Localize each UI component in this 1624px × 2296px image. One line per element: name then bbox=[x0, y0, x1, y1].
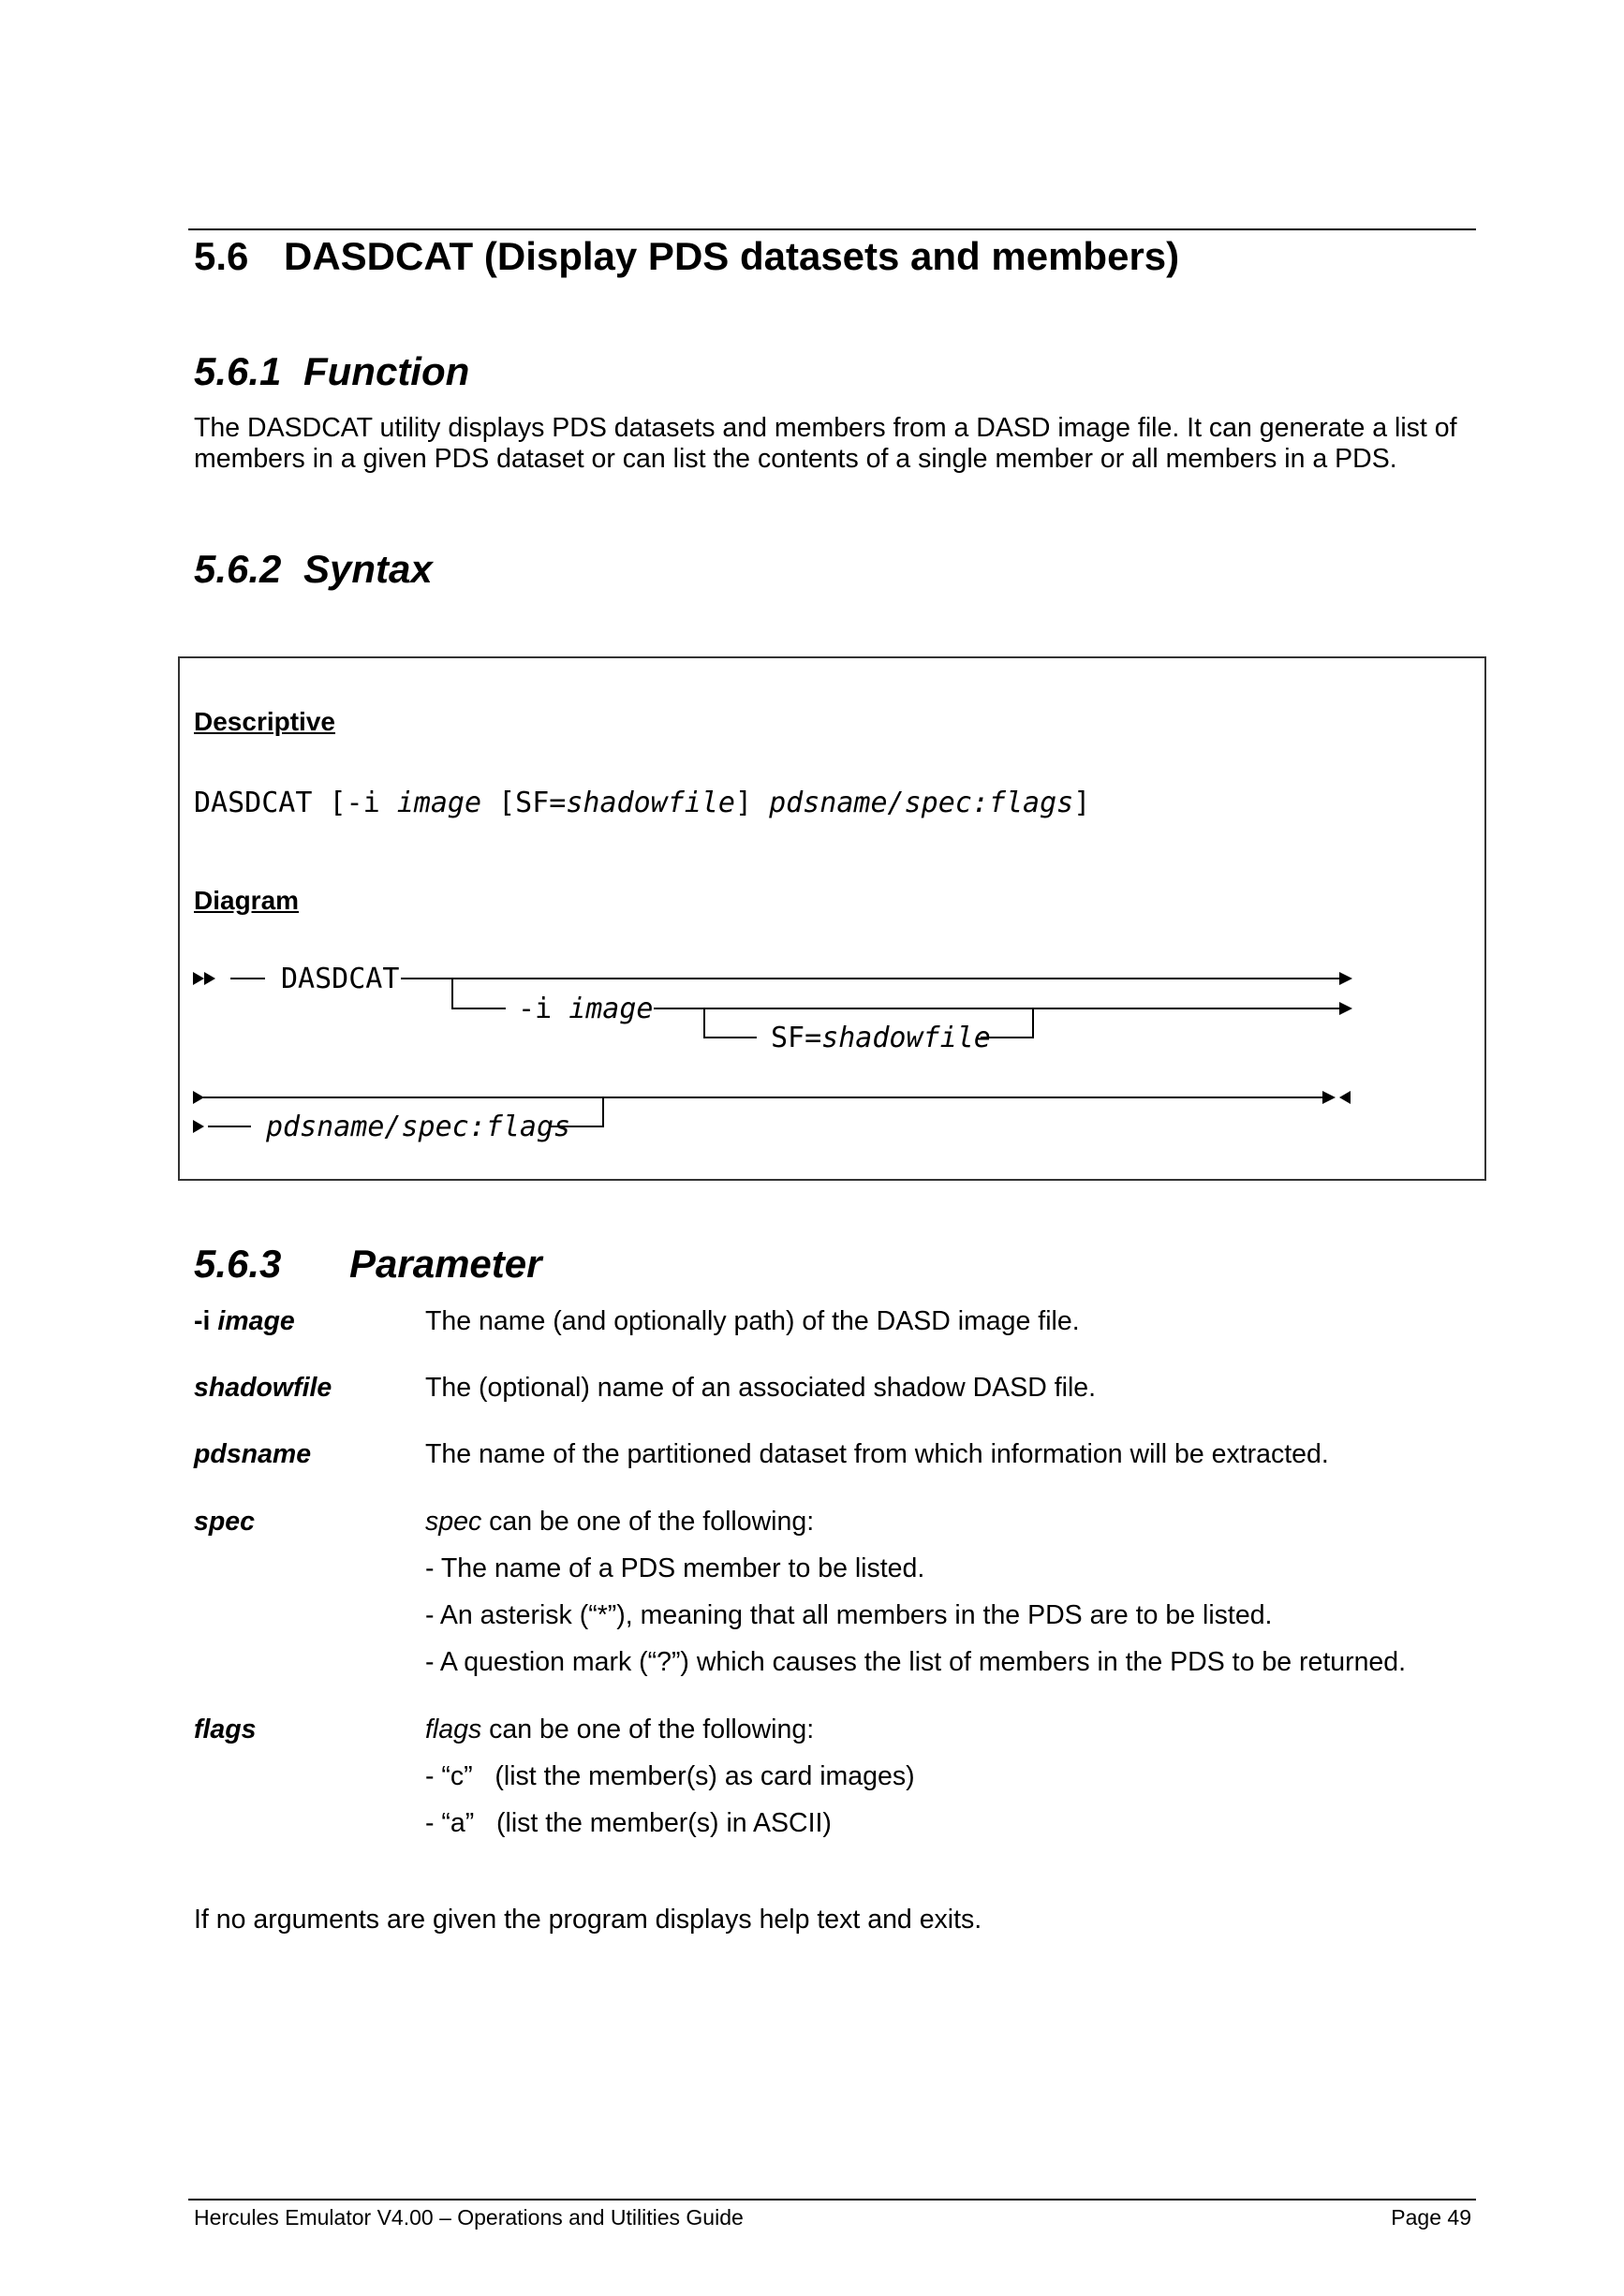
param-spec-lead-term: spec bbox=[425, 1507, 482, 1537]
closing-paragraph: If no arguments are given the program displays help text and exits. bbox=[194, 1905, 982, 1935]
param-term-flags: flags bbox=[194, 1715, 257, 1744]
rr-opt-sf: SF= bbox=[771, 1022, 822, 1054]
rr-cmd: DASDCAT bbox=[281, 963, 400, 995]
param-desc-shadowfile: The (optional) name of an associated shadow DASD file. bbox=[425, 1373, 1097, 1403]
parameter-title: Parameter bbox=[349, 1242, 542, 1286]
rr-opt-shadowfile: shadowfile bbox=[821, 1022, 991, 1054]
syntax-cmd: DASDCAT bbox=[194, 787, 330, 819]
syntax-image: image bbox=[396, 787, 482, 819]
rr-cont-arrow-1 bbox=[193, 1091, 204, 1104]
param-flags-line: - “a” (list the member(s) in ASCII) bbox=[425, 1808, 832, 1838]
param-desc-pdsname: The name of the partitioned dataset from which information will be extracted. bbox=[425, 1439, 1329, 1469]
function-paragraph: The DASDCAT utility displays PDS datasets and members from a DASD image file. It can generate a list of members in a given PDS dataset or can list the contents of a single member or all members in a PDS. bbox=[194, 413, 1457, 474]
parameter-number: 5.6.3 bbox=[194, 1242, 282, 1286]
rr-pdsspec: pdsname/spec:flags bbox=[266, 1111, 571, 1143]
param-spec-line: - The name of a PDS member to be listed. bbox=[425, 1553, 925, 1583]
param-term-shadowfile: shadowfile bbox=[194, 1373, 332, 1403]
param-spec-line: - A question mark (“?”) which causes the list of members in the PDS to be returned. bbox=[425, 1647, 1407, 1677]
syntax-title: Syntax bbox=[303, 547, 433, 591]
rr-arrow-main bbox=[1339, 972, 1352, 985]
rr-branch-i-in bbox=[452, 979, 506, 1008]
rr-end-stop bbox=[1339, 1091, 1351, 1104]
param-desc-flags-lead bbox=[425, 1715, 814, 1745]
syntax-pdsspec: pdsname/spec:flags bbox=[769, 787, 1074, 819]
param-term-pdsname: pdsname bbox=[194, 1439, 312, 1469]
param-flags-lead-term: flags bbox=[425, 1715, 482, 1744]
param-spec-lead-text: can be one of the following: bbox=[481, 1507, 815, 1537]
function-title: Function bbox=[303, 349, 470, 393]
rr-cont-arrow-2 bbox=[193, 1120, 204, 1133]
section-number: 5.6 bbox=[194, 234, 249, 278]
rr-arrow-i bbox=[1339, 1002, 1352, 1015]
rr-opt-i-group bbox=[518, 993, 654, 1025]
param-spec-line: - An asterisk (“*”), meaning that all members in the PDS are to be listed. bbox=[425, 1600, 1273, 1630]
syntax-number: 5.6.2 bbox=[194, 547, 282, 591]
syntax-open-i: [-i bbox=[329, 787, 397, 819]
param-term-image-name: image bbox=[217, 1306, 295, 1336]
section-title: DASDCAT (Display PDS datasets and members) bbox=[284, 234, 1180, 278]
rr-opt-sf-group bbox=[771, 1022, 991, 1054]
rr-opt-i: -i bbox=[518, 993, 569, 1025]
param-term-image bbox=[194, 1306, 295, 1337]
param-term-spec: spec bbox=[194, 1507, 255, 1537]
syntax-shadowfile: shadowfile bbox=[566, 787, 735, 819]
param-term-prefix: -i bbox=[194, 1306, 218, 1336]
rr-end-arrow bbox=[1322, 1091, 1336, 1104]
page-number: Page 49 bbox=[1391, 2205, 1471, 2230]
rr-branch-sf-in bbox=[704, 1008, 757, 1038]
param-flags-line: - “c” (list the member(s) as card images) bbox=[425, 1761, 915, 1791]
rr-opt-image: image bbox=[568, 993, 654, 1025]
syntax-open-sf: [SF= bbox=[481, 787, 567, 819]
footer-title: Hercules Emulator V4.00 – Operations and Utilities Guide bbox=[194, 2205, 744, 2230]
rr-start-arrow-1 bbox=[193, 972, 204, 985]
param-desc-spec-lead bbox=[425, 1507, 814, 1538]
rr-start-arrow-2 bbox=[204, 972, 215, 985]
param-flags-lead-text: can be one of the following: bbox=[481, 1715, 815, 1744]
footer-rule bbox=[188, 2199, 1476, 2200]
param-desc-image: The name (and optionally path) of the DASD image file. bbox=[425, 1306, 1080, 1336]
syntax-close-sf: ] bbox=[735, 787, 770, 819]
descriptive-label: Descriptive bbox=[194, 707, 335, 736]
diagram-label: Diagram bbox=[194, 886, 300, 915]
syntax-close-i: ] bbox=[1073, 787, 1091, 819]
function-number: 5.6.1 bbox=[194, 349, 282, 393]
parameter-heading bbox=[194, 1242, 541, 1287]
